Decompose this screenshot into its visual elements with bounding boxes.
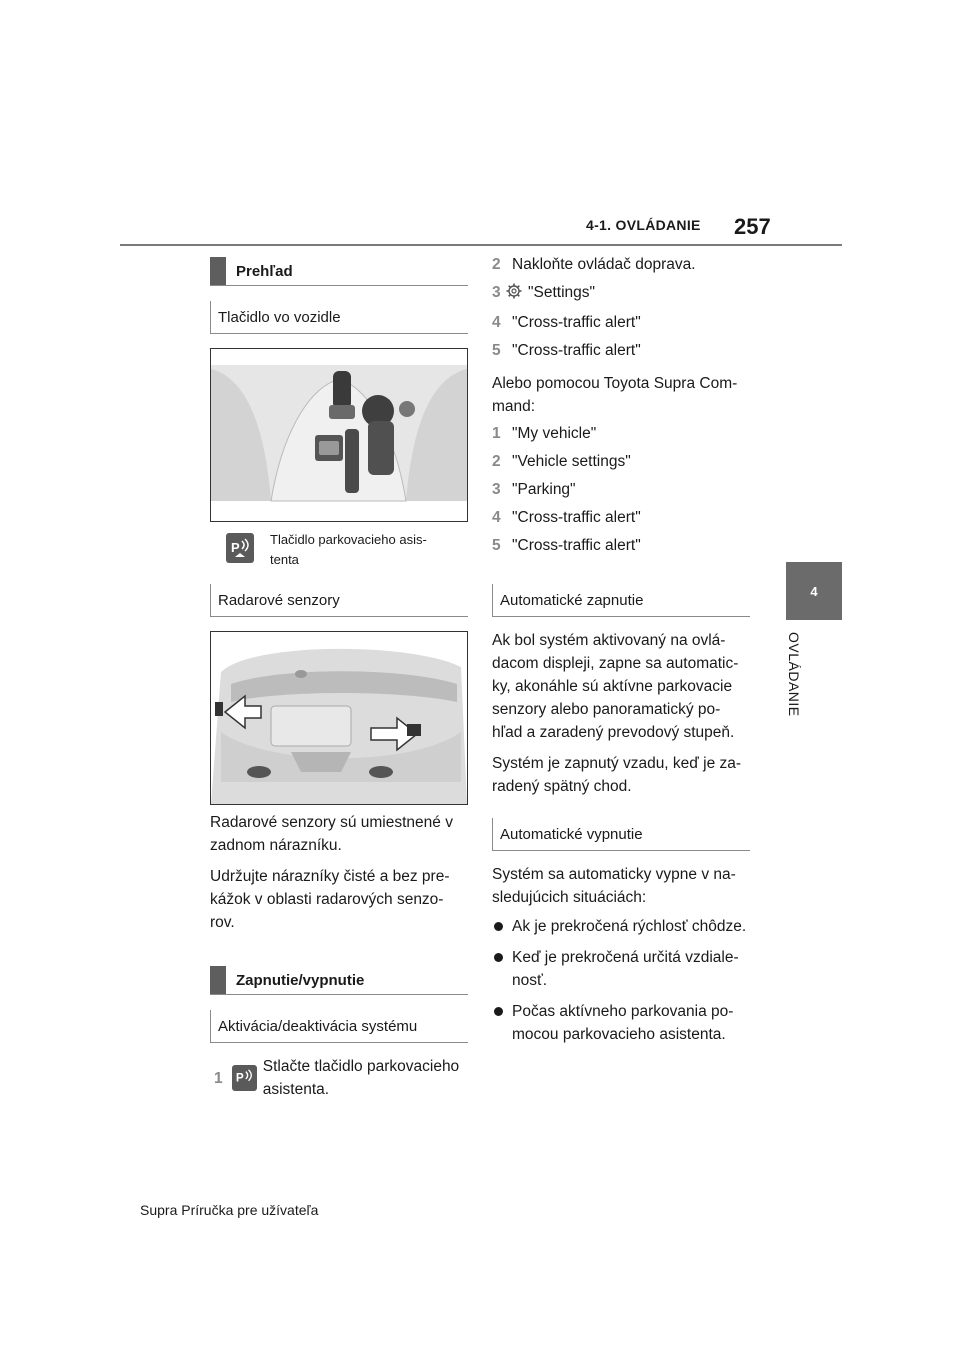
step-text: "Cross-traffic alert" [512,509,641,526]
step-item [492,450,750,473]
step-item [492,311,750,334]
step-text: "Vehicle settings" [512,453,631,470]
step-item [492,339,750,362]
rear-bumper-figure [210,631,468,805]
svg-text:P: P [235,1070,244,1085]
steps-list-b [492,422,750,557]
right-column [492,253,750,1054]
step-text: "Cross-traffic alert" [512,314,641,331]
overview-heading: Prehľad [236,262,293,280]
page-number: 257 [734,214,771,239]
overview-heading-bar [210,257,468,286]
auto-off-text: Systém sa automaticky vypne v na-sledujúcich situáciách: [492,866,736,906]
step-number: 5 [492,537,501,554]
settings-gear-icon [506,283,522,306]
park-assist-button-icon [226,533,254,563]
radar-subheading: Radarové senzory [210,584,468,617]
step-text: "Cross-traffic alert" [512,342,641,359]
console-figure [210,348,468,522]
step-text: Nakloňte ovládač doprava. [512,256,696,273]
chapter-side-label-text: OVLÁDANIE [786,632,802,717]
step-1 [210,1055,468,1101]
radar-text-2: Udržujte nárazníky čisté a bez pre-kážok v oblasti radarových senzo-rov. [210,868,450,931]
auto-on-text-1: Ak bol systém aktivovaný na ovlá-dacom displeji, zapne sa automatic-ky, akonáhle sú aktívne parkovacie senzory alebo panoramatický po-hľad a zaradený prevodový stupeň. [492,632,739,741]
alt-method-text: Alebo pomocou Toyota Supra Com-mand: [492,375,738,415]
step-text: "My vehicle" [512,425,597,442]
step-item [492,253,750,276]
park-assist-button-icon [232,1065,257,1091]
bullet-item: Keď je prekročená určitá vzdiale-nosť. [492,946,748,992]
step-number: 4 [492,314,501,331]
step-number: 4 [492,509,501,526]
heading-marker [210,257,226,285]
left-column [210,257,468,1101]
step-number: 5 [492,342,501,359]
step-item [492,506,750,529]
button-subheading: Tlačidlo vo vozidle [210,301,468,334]
heading-marker [210,966,226,994]
chapter-side-label [780,632,808,722]
button-caption-row [210,530,468,570]
step-number: 3 [492,284,501,301]
step-number: 1 [214,1069,223,1087]
chapter-tab [786,562,842,620]
button-caption: Tlačidlo parkovacieho asis-tenta [270,532,427,567]
radar-text-1: Radarové senzory sú umiestnené v zadnom nárazníku. [210,814,453,854]
header-section-title: 4-1. OVLÁDANIE [586,217,701,233]
step-1-text: Stlačte tlačidlo parkovacieho asistenta. [262,1058,460,1098]
bullet-item: Ak je prekročená rýchlosť chôdze. [492,915,748,938]
header-rule [120,244,842,246]
auto-on-text-2: Systém je zapnutý vzadu, keď je za-radený spätný chod. [492,755,742,795]
console-illustration [211,349,467,521]
auto-off-subheading: Automatické vypnutie [492,818,750,851]
steps-list-a [492,253,750,362]
onoff-heading-bar [210,966,468,995]
auto-on-subheading: Automatické zapnutie [492,584,750,617]
chapter-tab-number: 4 [810,583,818,599]
step-number: 2 [492,256,501,273]
rear-bumper-illustration [211,632,467,804]
step-text: "Settings" [528,284,596,301]
activation-subheading: Aktivácia/deaktivácia systému [210,1010,468,1043]
step-item [492,422,750,445]
step-number: 1 [492,425,501,442]
step-number: 3 [492,481,501,498]
bullet-item: Počas aktívneho parkovania po-mocou parkovacieho asistenta. [492,1000,748,1046]
step-item [492,281,750,306]
footer-text: Supra Príručka pre užívateľa [140,1202,319,1218]
step-item [492,478,750,501]
onoff-heading: Zapnutie/vypnutie [236,971,365,989]
step-text: "Parking" [512,481,576,498]
svg-text:P: P [231,540,240,555]
step-number: 2 [492,453,501,470]
step-item [492,534,750,557]
auto-off-bullets [492,915,750,1046]
step-text: "Cross-traffic alert" [512,537,641,554]
